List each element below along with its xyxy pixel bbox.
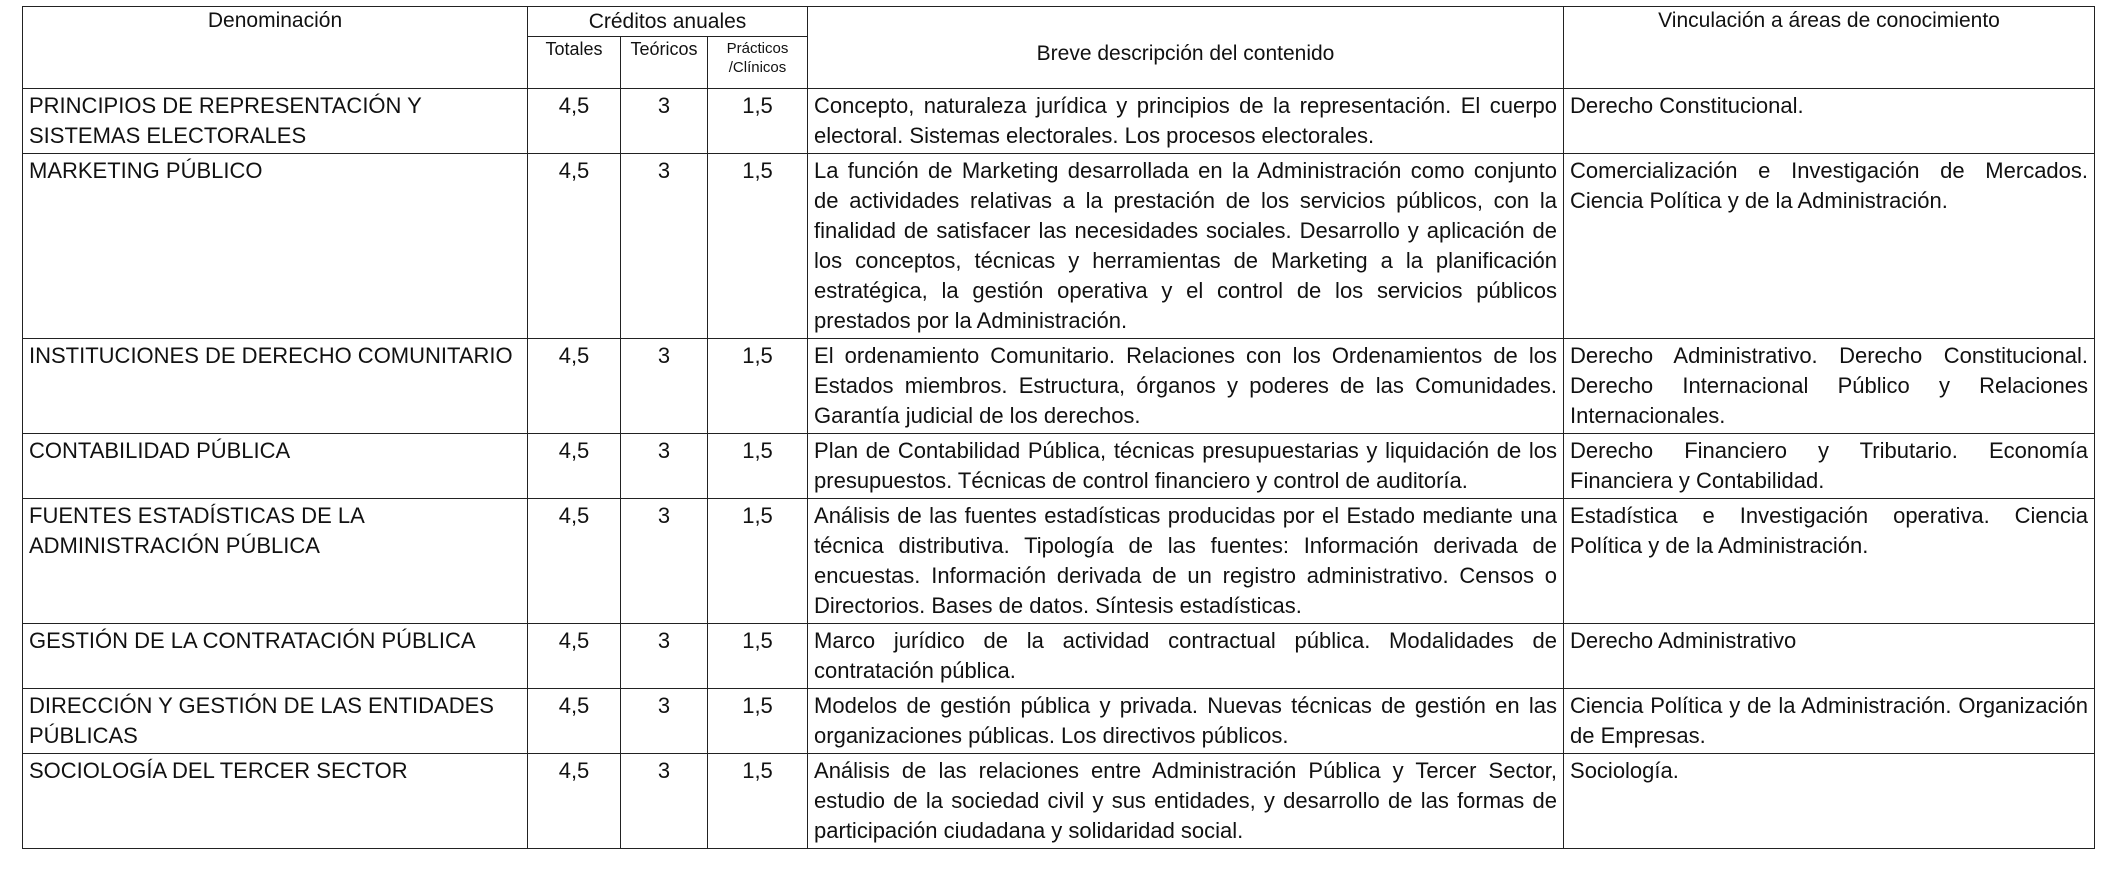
credits-practice: 1,5	[708, 499, 808, 624]
credits-total: 4,5	[528, 339, 621, 434]
subject-description: Marco jurídico de la actividad contractual pública. Modalidades de contratación pública.	[808, 624, 1564, 689]
subject-description: Plan de Contabilidad Pública, técnicas presupuestarias y liquidación de los presupuestos. Técnicas de control financiero y control de auditoría.	[808, 434, 1564, 499]
table-row	[23, 499, 2095, 624]
subjects-table	[22, 6, 2095, 849]
subject-description: Modelos de gestión pública y privada. Nuevas técnicas de gestión en las organizaciones públicas. Los directivos públicos.	[808, 689, 1564, 754]
table-row	[23, 434, 2095, 499]
header-practicos: Prácticos /Clínicos	[708, 37, 808, 89]
subject-description: La función de Marketing desarrollada en la Administración como conjunto de actividades relativas a la prestación de los servicios públicos, con la finalidad de satisfacer las necesidades sociales. Desarrollo y aplicación de los conceptos, técnicas y herramientas de Marketing a la planificación estratégica, la gestión operativa y el control de los servicios públicos prestados por la Administración.	[808, 154, 1564, 339]
credits-total: 4,5	[528, 89, 621, 154]
subject-name: SOCIOLOGÍA DEL TERCER SECTOR	[23, 754, 528, 849]
knowledge-areas: Estadística e Investigación operativa. Ciencia Política y de la Administración.	[1564, 499, 2095, 624]
subject-description: Análisis de las fuentes estadísticas producidas por el Estado mediante una técnica distributiva. Tipología de las fuentes: Información derivada de encuestas. Información derivada de un registro administrativo. Censos o Directorios. Bases de datos. Síntesis estadísticas.	[808, 499, 1564, 624]
table-row	[23, 754, 2095, 849]
credits-total: 4,5	[528, 434, 621, 499]
knowledge-areas: Derecho Financiero y Tributario. Economía Financiera y Contabilidad.	[1564, 434, 2095, 499]
subject-name: MARKETING PÚBLICO	[23, 154, 528, 339]
subject-name: INSTITUCIONES DE DERECHO COMUNITARIO	[23, 339, 528, 434]
knowledge-areas: Derecho Administrativo	[1564, 624, 2095, 689]
subject-name: PRINCIPIOS DE REPRESENTACIÓN Y SISTEMAS ELECTORALES	[23, 89, 528, 154]
credits-theory: 3	[621, 754, 708, 849]
subject-name: GESTIÓN DE LA CONTRATACIÓN PÚBLICA	[23, 624, 528, 689]
credits-theory: 3	[621, 339, 708, 434]
subject-name: FUENTES ESTADÍSTICAS DE LA ADMINISTRACIÓN PÚBLICA	[23, 499, 528, 624]
header-teoricos: Teóricos	[621, 37, 708, 89]
table-row	[23, 154, 2095, 339]
header-vinculacion: Vinculación a áreas de conocimiento	[1564, 7, 2095, 89]
credits-theory: 3	[621, 499, 708, 624]
credits-total: 4,5	[528, 624, 621, 689]
knowledge-areas: Derecho Administrativo. Derecho Constitucional. Derecho Internacional Público y Relaciones Internacionales.	[1564, 339, 2095, 434]
credits-practice: 1,5	[708, 434, 808, 499]
credits-practice: 1,5	[708, 689, 808, 754]
credits-total: 4,5	[528, 689, 621, 754]
credits-theory: 3	[621, 154, 708, 339]
table-row	[23, 89, 2095, 154]
header-denominacion: Denominación	[23, 7, 528, 89]
table-header	[23, 7, 2095, 89]
header-creditos-anuales: Créditos anuales	[528, 7, 808, 37]
table-row	[23, 624, 2095, 689]
credits-theory: 3	[621, 689, 708, 754]
knowledge-areas: Ciencia Política y de la Administración. Organización de Empresas.	[1564, 689, 2095, 754]
credits-total: 4,5	[528, 154, 621, 339]
credits-practice: 1,5	[708, 89, 808, 154]
subject-description: El ordenamiento Comunitario. Relaciones con los Ordenamientos de los Estados miembros. Estructura, órganos y poderes de las Comunidades. Garantía judicial de los derechos.	[808, 339, 1564, 434]
subject-description: Concepto, naturaleza jurídica y principios de la representación. El cuerpo electoral. Sistemas electorales. Los procesos electorales.	[808, 89, 1564, 154]
subject-name: DIRECCIÓN Y GESTIÓN DE LAS ENTIDADES PÚBLICAS	[23, 689, 528, 754]
credits-practice: 1,5	[708, 754, 808, 849]
credits-theory: 3	[621, 624, 708, 689]
credits-total: 4,5	[528, 754, 621, 849]
header-totales: Totales	[528, 37, 621, 89]
credits-theory: 3	[621, 434, 708, 499]
credits-practice: 1,5	[708, 154, 808, 339]
credits-practice: 1,5	[708, 339, 808, 434]
subject-name: CONTABILIDAD PÚBLICA	[23, 434, 528, 499]
knowledge-areas: Sociología.	[1564, 754, 2095, 849]
credits-theory: 3	[621, 89, 708, 154]
table-row	[23, 689, 2095, 754]
credits-total: 4,5	[528, 499, 621, 624]
table-body	[23, 89, 2095, 849]
table-row	[23, 339, 2095, 434]
subject-description: Análisis de las relaciones entre Administración Pública y Tercer Sector, estudio de la sociedad civil y sus entidades, y desarrollo de las formas de participación ciudadana y solidaridad social.	[808, 754, 1564, 849]
header-descripcion: Breve descripción del contenido	[808, 7, 1564, 89]
knowledge-areas: Comercialización e Investigación de Mercados. Ciencia Política y de la Administración.	[1564, 154, 2095, 339]
knowledge-areas: Derecho Constitucional.	[1564, 89, 2095, 154]
credits-practice: 1,5	[708, 624, 808, 689]
